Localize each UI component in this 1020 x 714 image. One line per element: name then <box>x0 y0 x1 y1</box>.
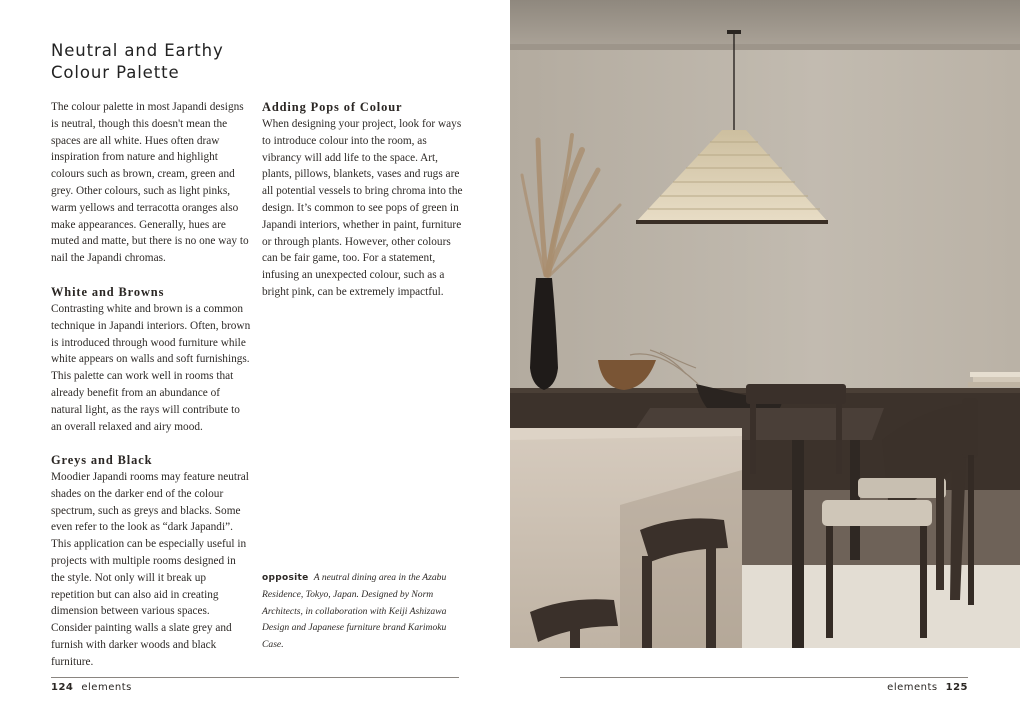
footer-rule-right <box>560 677 968 678</box>
page-number-left: 124 <box>51 682 74 693</box>
section-body-adding-pops: When designing your project, look for ways to introduce colour into the room, as vibrancy will add life to the space. Art, plants, pillows, blankets, vases and rugs are all potential vessels to bring chroma into the design. It’s common to see pops of green in Japandi interiors, whether in paint, furniture or through plants. However, other colours can be fair game, too. For a statement, infusing an unexpected colour, such as a bright pink, can be extremely impactful. <box>262 118 463 298</box>
caption-lead: opposite <box>262 573 309 583</box>
section-heading-white-and-browns: White and Browns <box>51 285 165 299</box>
books-stack <box>968 372 1020 387</box>
dining-room-photo <box>510 0 1020 648</box>
caption-text: A neutral dining area in the Azabu Residence, Tokyo, Japan. Designed by Norm Architects, in collaboration with Keiji Ashizawa Design and Japanese furniture brand Karimoku Case. <box>262 572 447 651</box>
footer-section-right: elements <box>887 682 938 693</box>
footer-rule-left <box>51 677 459 678</box>
rug <box>720 565 1020 648</box>
section-heading-greys-and-black: Greys and Black <box>51 453 153 467</box>
section-body-white-and-browns: Contrasting white and brown is a common technique in Japandi interiors. Often, brown is introduced through wood furniture while white appears on walls and soft furnishings. This palette can work well in rooms that already benefit from an abundance of natural light, as the rays will contribute to an overall relaxed and airy mood. <box>51 303 251 433</box>
page-title <box>51 40 271 84</box>
intro-paragraph: The colour palette in most Japandi designs is neutral, though this doesn't mean the spaces are all white. Hues often draw inspiration from nature and highlight colours such as brown, cream, green and grey. Other colours, such as light pinks, warm yellows and terracotta oranges also make appearances. Generally, hues are muted and matte, but there is no one way to nail the Japandi chromas. <box>51 101 249 265</box>
ceiling <box>510 0 1020 50</box>
title-line-1: Neutral and Earthy <box>51 41 224 60</box>
footer-section-left: elements <box>81 682 132 693</box>
section-greys-and-black <box>51 452 251 671</box>
title-line-2: Colour Palette <box>51 63 180 82</box>
photo-caption <box>262 570 452 654</box>
section-body-greys-and-black: Moodier Japandi rooms may feature neutral shades on the darker end of the colour spectrum, such as greys and blacks. Some even refer to the look as “dark Japandi”. This application can be especially useful in projects with multiple rooms designed in the style. Not only will it break up repetition but can also aid in creating dimension between various spaces. Consider painting walls a slate grey and furnish with darker woods and black furniture. <box>51 471 249 668</box>
section-adding-pops-of-colour <box>262 99 467 301</box>
page-number-right: 125 <box>945 682 968 693</box>
footer-right <box>887 682 968 693</box>
section-heading-adding-pops: Adding Pops of Colour <box>262 100 403 114</box>
right-page <box>510 0 1020 714</box>
section-white-and-browns <box>51 284 251 435</box>
footer-left <box>51 682 132 693</box>
intro-column <box>51 99 251 267</box>
